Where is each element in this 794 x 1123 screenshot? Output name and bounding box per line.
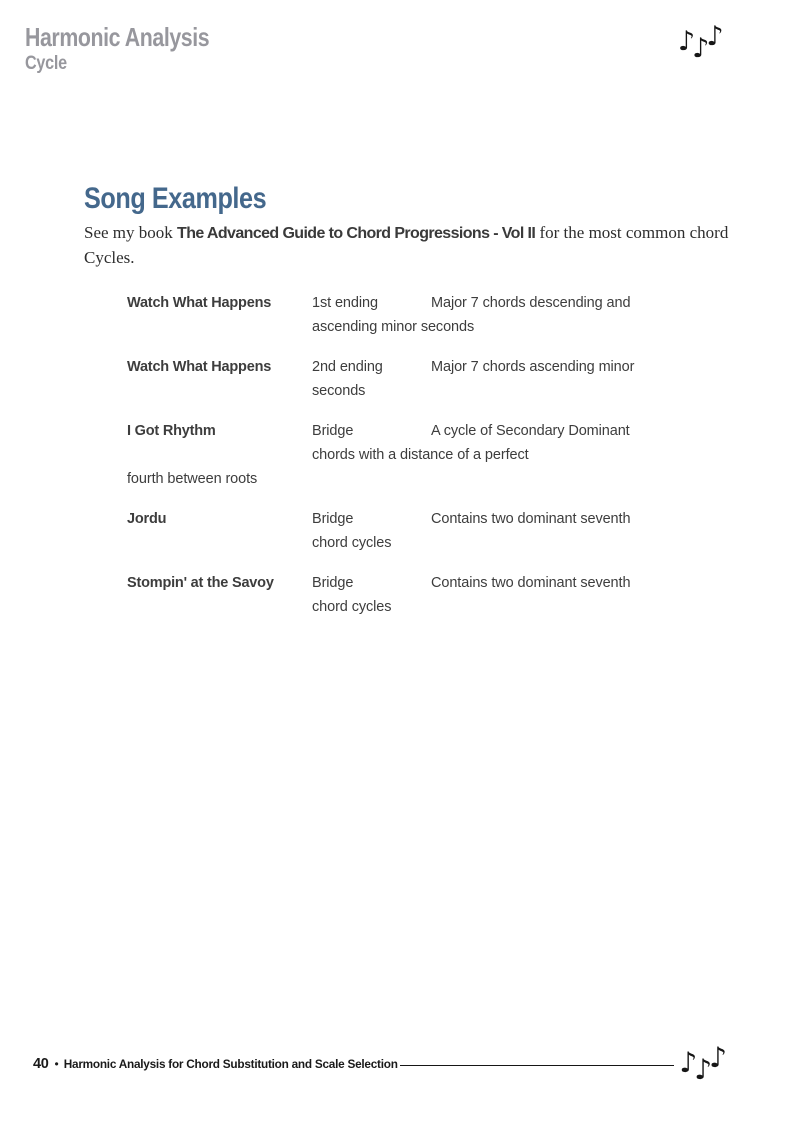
document-title: Harmonic Analysis [25, 22, 210, 52]
song-examples-table [127, 291, 692, 635]
description-continuation: chord cycles [312, 535, 392, 551]
song-section-cell: 2nd ending [312, 359, 383, 375]
eighth-note-icon: ♪ [709, 1041, 724, 1074]
footer-running-title: Harmonic Analysis for Chord Substitution and Scale Selection [63, 1057, 398, 1071]
table-row [127, 355, 692, 403]
intro-suffix-line2: Cycles. [84, 247, 135, 267]
song-section-cell: Bridge [312, 575, 354, 591]
description-continuation: chord cycles [312, 599, 392, 615]
section-title: Song Examples [84, 182, 267, 215]
song-title-cell: Watch What Happens [127, 359, 272, 375]
table-row [127, 571, 692, 619]
song-title-cell: Stompin' at the Savoy [127, 575, 274, 591]
song-section-cell: Bridge [312, 511, 354, 527]
footer-rule [400, 1065, 675, 1066]
description-continuation: ascending minor seconds [312, 319, 475, 335]
eighth-note-icon: ♪ [678, 26, 693, 57]
page-number: 40 [33, 1056, 49, 1072]
page-header [25, 22, 250, 76]
eighth-note-icon: ♪ [692, 33, 707, 64]
description-left-continuation: fourth between roots [127, 471, 258, 487]
intro-paragraph [84, 221, 749, 269]
intro-suffix: for the most common chord [535, 223, 729, 242]
table-row [127, 507, 692, 555]
song-title-cell: I Got Rhythm [127, 423, 216, 439]
description-continuation: seconds [312, 383, 366, 399]
eighth-note-icon: ♪ [694, 1053, 710, 1086]
song-title-cell: Jordu [127, 511, 167, 527]
song-section-cell: Bridge [312, 423, 354, 439]
footer-bullet: • [54, 1057, 59, 1071]
chapter-subtitle: Cycle [25, 53, 67, 74]
table-row [127, 291, 692, 339]
music-notes-icon [678, 21, 721, 64]
description-cell: Contains two dominant seventh [431, 511, 631, 527]
eighth-note-icon: ♪ [706, 21, 721, 52]
intro-prefix: See my book [84, 223, 178, 242]
description-cell: Major 7 chords ascending minor [431, 359, 635, 375]
music-notes-icon [679, 1041, 724, 1086]
description-cell: Contains two dominant seventh [431, 575, 631, 591]
description-cell: Major 7 chords descending and [431, 295, 631, 311]
book-title-reference: The Advanced Guide to Chord Progressions - Vol II [177, 225, 536, 242]
song-section-cell: 1st ending [312, 295, 378, 311]
page-footer [33, 1041, 724, 1086]
description-continuation: chords with a distance of a perfect [312, 447, 529, 463]
description-cell: A cycle of Secondary Dominant [431, 423, 630, 439]
song-title-cell: Watch What Happens [127, 295, 272, 311]
eighth-note-icon: ♪ [679, 1046, 695, 1079]
table-row [127, 419, 692, 491]
